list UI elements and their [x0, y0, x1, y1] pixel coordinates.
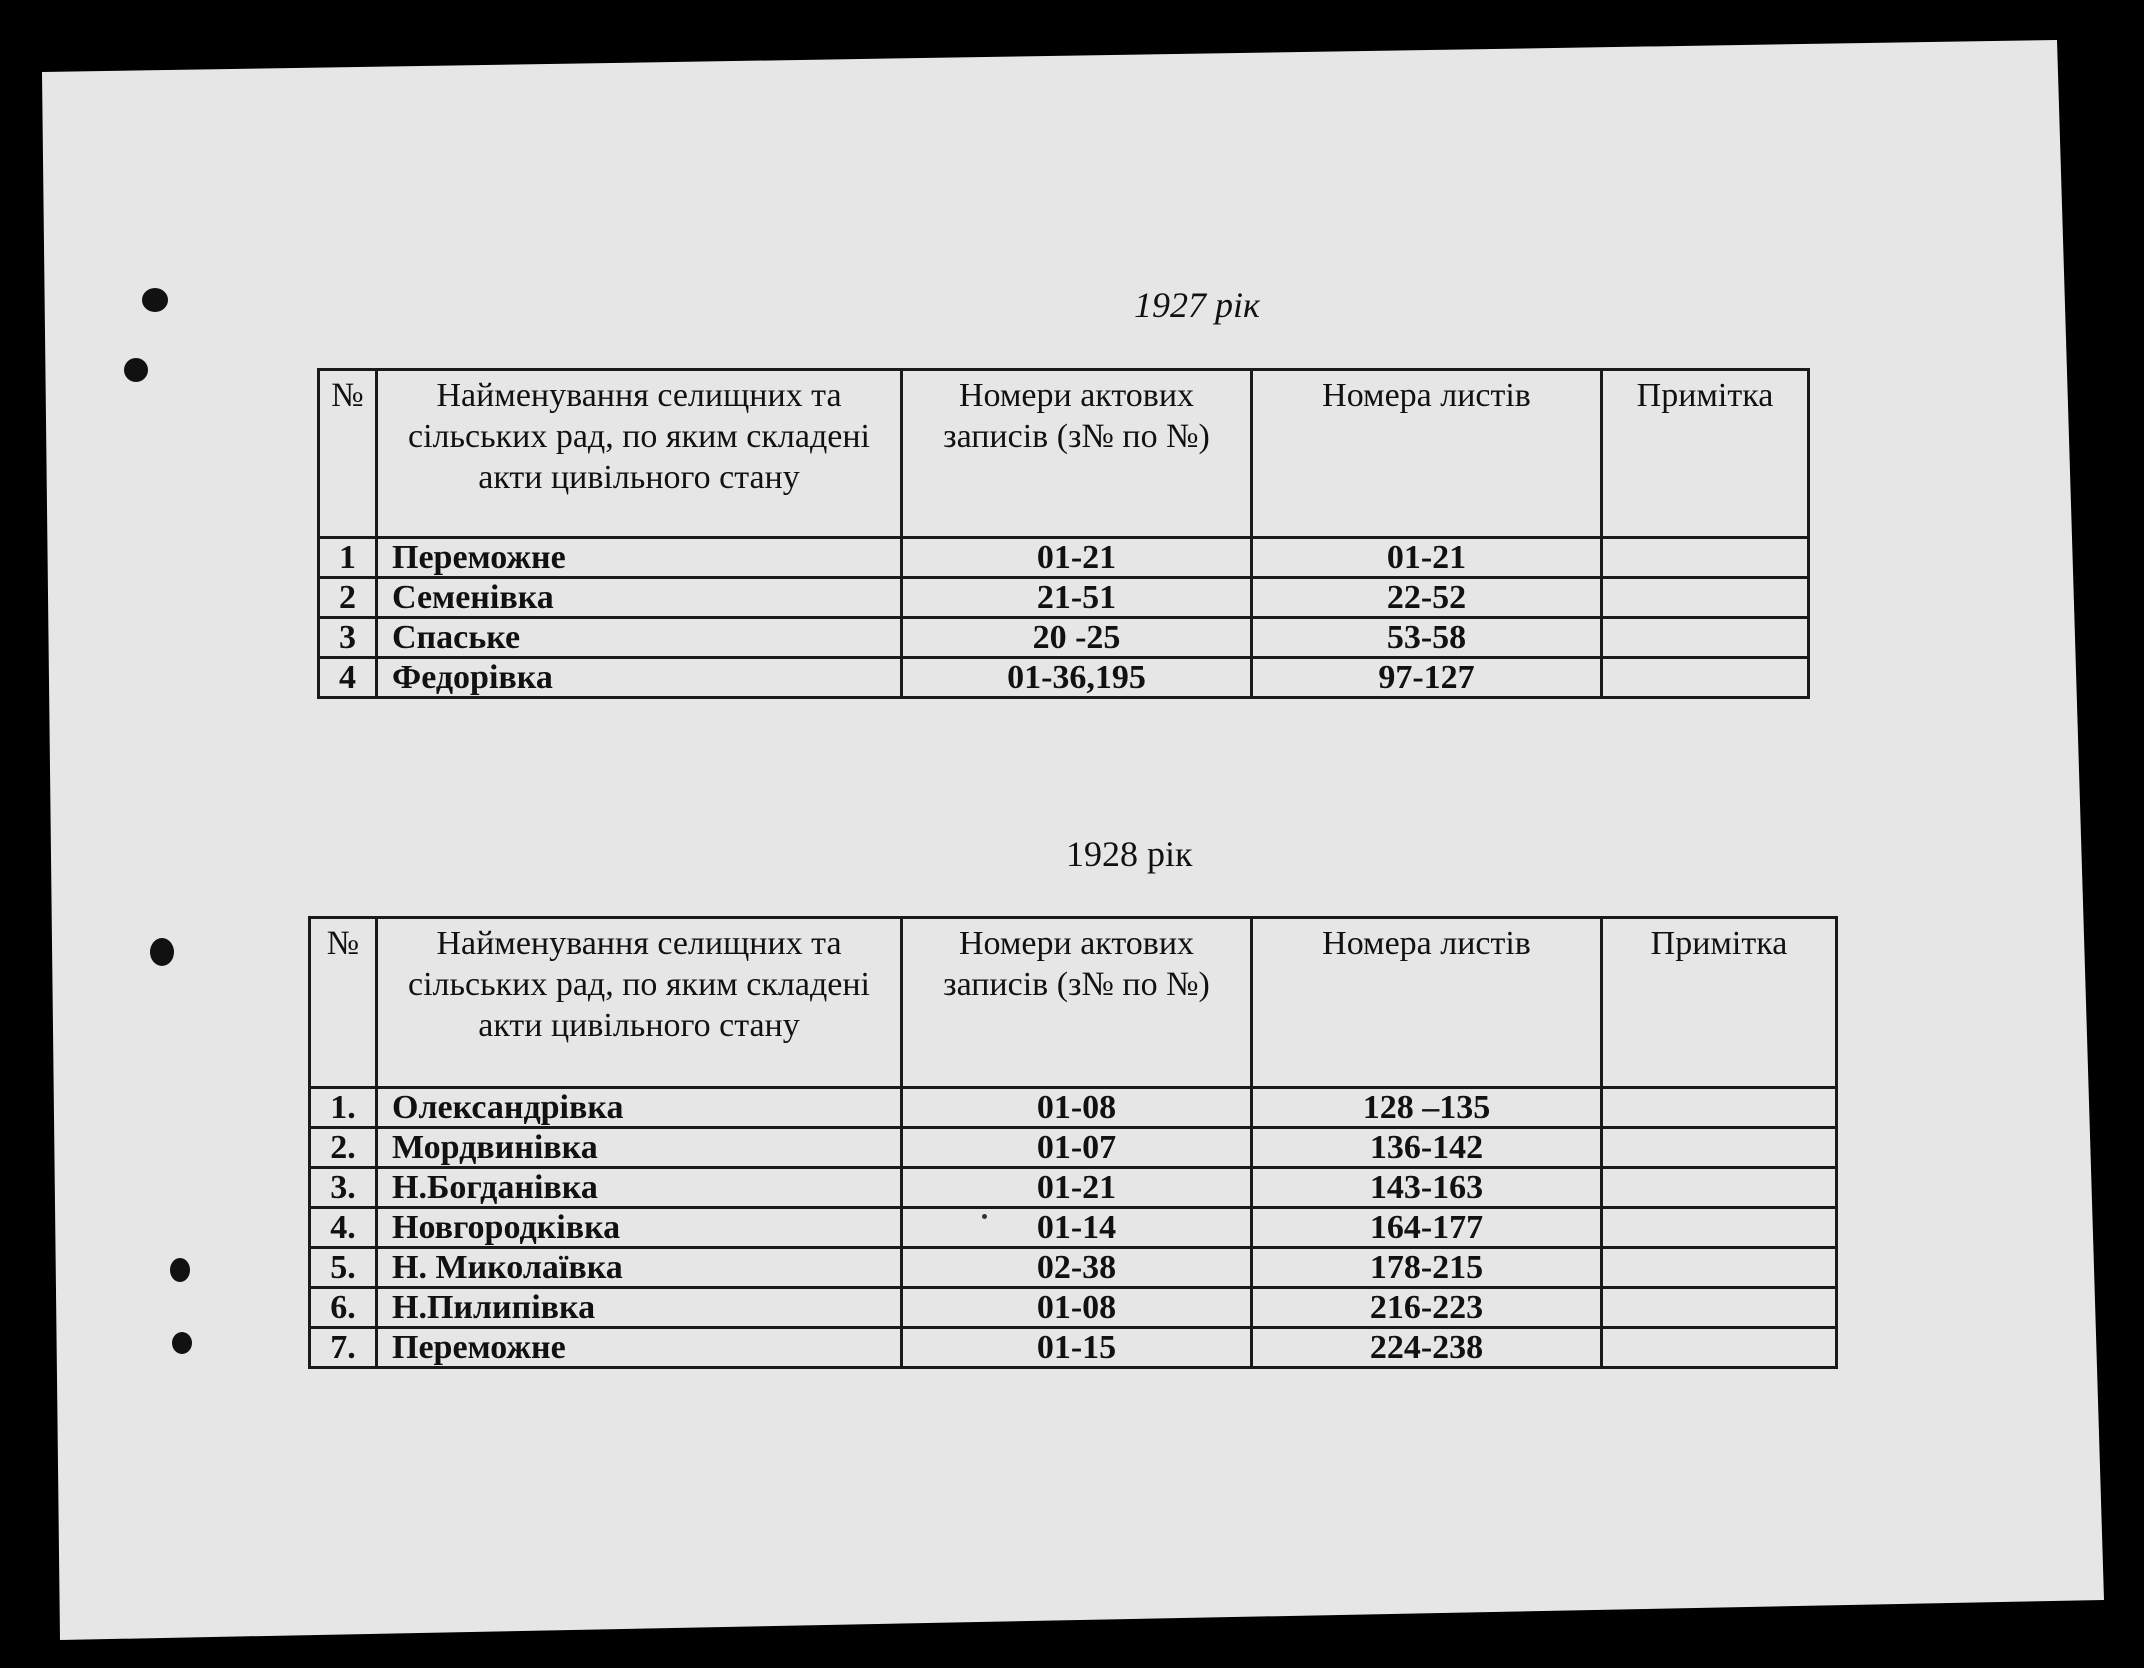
council-name: Семенівка [377, 578, 902, 618]
punch-hole [142, 288, 168, 312]
council-name: Н. Миколаївка [377, 1248, 902, 1288]
table-row [319, 658, 1809, 698]
table-header-row [310, 918, 1837, 1088]
row-number: 3 [319, 618, 377, 658]
table-header-row [319, 370, 1809, 538]
council-name: Н.Богданівка [377, 1168, 902, 1208]
note-cell [1602, 538, 1809, 578]
row-number: 2. [310, 1128, 377, 1168]
council-name: Н.Пилипівка [377, 1288, 902, 1328]
header-council-name: Найменування селищних та сільських рад, по яким складені акти цивільного стану [377, 918, 902, 1088]
table-row [319, 578, 1809, 618]
punch-hole [172, 1332, 192, 1354]
council-name: Мордвинівка [377, 1128, 902, 1168]
note-cell [1602, 1208, 1837, 1248]
row-number: 3. [310, 1168, 377, 1208]
punch-hole [124, 358, 148, 382]
record-numbers: 01-36,195 [902, 658, 1252, 698]
year-title: 1927 рік [1134, 285, 1260, 325]
table-row [319, 618, 1809, 658]
sheet-numbers: 178-215 [1252, 1248, 1602, 1288]
row-number: 4 [319, 658, 377, 698]
table-row [310, 1328, 1837, 1368]
council-name: Новгородківка [377, 1208, 902, 1248]
note-cell [1602, 1128, 1837, 1168]
record-numbers: 01-07 [902, 1128, 1252, 1168]
record-numbers: 02-38 [902, 1248, 1252, 1288]
header-number: № [319, 370, 377, 538]
sheet-numbers: 01-21 [1252, 538, 1602, 578]
punch-hole [170, 1258, 190, 1282]
sheet-numbers: 143-163 [1252, 1168, 1602, 1208]
sheet-numbers: 53-58 [1252, 618, 1602, 658]
table-row [310, 1248, 1837, 1288]
table-row [310, 1168, 1837, 1208]
table-row [310, 1128, 1837, 1168]
note-cell [1602, 658, 1809, 698]
header-sheet-numbers: Номера листів [1252, 918, 1602, 1088]
record-numbers: 21-51 [902, 578, 1252, 618]
header-council-name: Найменування селищних та сільських рад, по яким складені акти цивільного стану [377, 370, 902, 538]
register-table-1928 [308, 916, 1838, 1369]
header-note: Примітка [1602, 370, 1809, 538]
note-cell [1602, 1088, 1837, 1128]
header-sheet-numbers: Номера листів [1252, 370, 1602, 538]
row-number: 1. [310, 1088, 377, 1128]
sheet-numbers: 224-238 [1252, 1328, 1602, 1368]
header-record-numbers: Номери актових записів (з№ по №) [902, 918, 1252, 1088]
sheet-numbers: 128 –135 [1252, 1088, 1602, 1128]
sheet-numbers: 164-177 [1252, 1208, 1602, 1248]
row-number: 4. [310, 1208, 377, 1248]
council-name: Олександрівка [377, 1088, 902, 1128]
table-row [319, 538, 1809, 578]
table-row [310, 1208, 1837, 1248]
record-numbers: 20 -25 [902, 618, 1252, 658]
row-number: 6. [310, 1288, 377, 1328]
sheet-numbers: 216-223 [1252, 1288, 1602, 1328]
table-row [310, 1088, 1837, 1128]
header-record-numbers: Номери актових записів (з№ по №) [902, 370, 1252, 538]
note-cell [1602, 1328, 1837, 1368]
header-note: Примітка [1602, 918, 1837, 1088]
row-number: 2 [319, 578, 377, 618]
council-name: Переможне [377, 538, 902, 578]
table-row [310, 1288, 1837, 1328]
row-number: 1 [319, 538, 377, 578]
note-cell [1602, 1288, 1837, 1328]
header-number: № [310, 918, 377, 1088]
punch-hole [150, 938, 174, 966]
record-numbers: 01-21 [902, 1168, 1252, 1208]
sheet-numbers: 97-127 [1252, 658, 1602, 698]
record-numbers: 01-21 [902, 538, 1252, 578]
note-cell [1602, 578, 1809, 618]
register-table-1927 [317, 368, 1810, 699]
row-number: 5. [310, 1248, 377, 1288]
record-numbers: 01-14 [902, 1208, 1252, 1248]
note-cell [1602, 1168, 1837, 1208]
record-numbers: 01-08 [902, 1288, 1252, 1328]
row-number: 7. [310, 1328, 377, 1368]
council-name: Спаське [377, 618, 902, 658]
sheet-numbers: 136-142 [1252, 1128, 1602, 1168]
sheet-numbers: 22-52 [1252, 578, 1602, 618]
council-name: Переможне [377, 1328, 902, 1368]
note-cell [1602, 1248, 1837, 1288]
record-numbers: 01-08 [902, 1088, 1252, 1128]
record-numbers: 01-15 [902, 1328, 1252, 1368]
year-title: 1928 рік [1066, 834, 1193, 874]
council-name: Федорівка [377, 658, 902, 698]
note-cell [1602, 618, 1809, 658]
